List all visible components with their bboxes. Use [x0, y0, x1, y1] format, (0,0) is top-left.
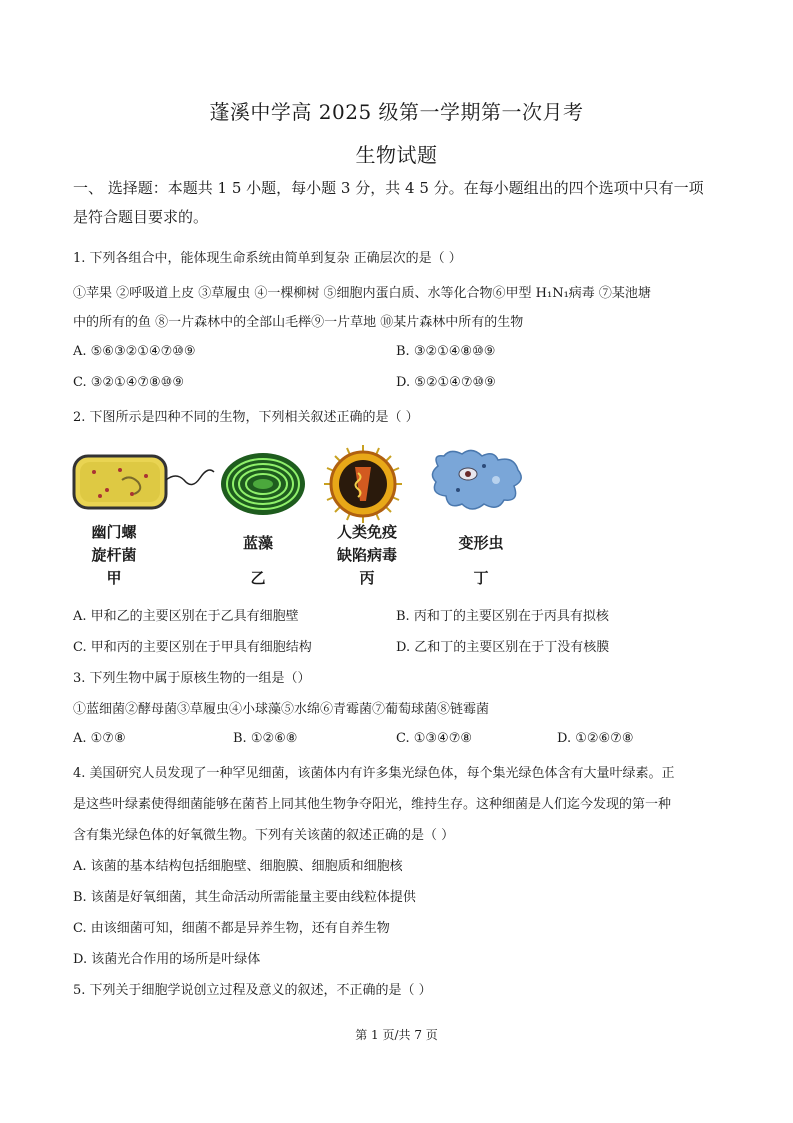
page-number: 第 1 页/共 7 页 [355, 1028, 438, 1042]
exam-title: 蓬溪中学高 2025 级第一学期第一次月考 [209, 100, 584, 124]
q4-line3: 含有集光绿色体的好氧微生物。下列有关该菌的叙述正确的是（ ） [73, 828, 455, 843]
q1-option-c: C. ③②①④⑦⑧⑩⑨ [73, 375, 184, 390]
section-heading-line2: 是符合题目要求的。 [73, 208, 209, 226]
q1-items-line2: 中的所有的鱼 ⑧一片森林中的全部山毛榉⑨一片草地 ⑩某片森林中所有的生物 [73, 315, 524, 330]
q4-option-b: B. 该菌是好氧细菌，其生命活动所需能量主要由线粒体提供 [73, 890, 416, 905]
figure-label-ding: 变形虫 丁 [458, 534, 504, 587]
q1-items-line1: ①苹果 ②呼吸道上皮 ③草履虫 ④一棵柳树 ⑤细胞内蛋白质、水等化合物⑥甲型 H₁N₁病毒 ⑦某池塘 [73, 286, 651, 301]
q3-option-b: B. ①②⑥⑧ [233, 731, 298, 746]
q3-option-c: C. ①③④⑦⑧ [396, 731, 473, 746]
figure-label-yi: 蓝藻 乙 [242, 534, 273, 587]
figure-label-bing: 人类免疫 缺陷病毒 丙 [336, 523, 397, 587]
figure-label-jia: 幽门螺 旋杆菌 甲 [91, 523, 137, 587]
hiv-virus-illustration [322, 443, 404, 525]
q4-line1: 4. 美国研究人员发现了一种罕见细菌，该菌体内有许多集光绿色体，每个集光绿色体含有大量叶绿素。正 [73, 766, 675, 781]
exam-subtitle: 生物试题 [355, 143, 438, 167]
q3-option-a: A. ①⑦⑧ [73, 731, 126, 746]
q2-stem: 2. 下图所示是四种不同的生物，下列相关叙述正确的是（ ） [73, 410, 419, 425]
q1-stem: 1. 下列各组合中，能体现生命系统由简单到复杂 正确层次的是（ ） [73, 251, 462, 266]
q2-option-d: D. 乙和丁的主要区别在于丁没有核膜 [396, 640, 610, 655]
q1-option-d: D. ⑤②①④⑦⑩⑨ [396, 375, 496, 390]
q3-items: ①蓝细菌②酵母菌③草履虫④小球藻⑤水绵⑥青霉菌⑦葡萄球菌⑧链霉菌 [73, 702, 490, 717]
q2-option-a: A. 甲和乙的主要区别在于乙具有细胞壁 [73, 609, 299, 624]
q4-line2: 是这些叶绿素使得细菌能够在菌苔上同其他生物争夺阳光，维持生存。这种细菌是人们迄今发现的第一种 [73, 797, 672, 812]
q2-option-c: C. 甲和丙的主要区别在于甲具有细胞结构 [73, 640, 312, 655]
q4-option-d: D. 该菌光合作用的场所是叶绿体 [73, 952, 261, 967]
q5-stem: 5. 下列关于细胞学说创立过程及意义的叙述，不正确的是（ ） [73, 983, 432, 998]
cyanobacteria-illustration [218, 450, 308, 518]
amoeba-illustration [428, 446, 528, 516]
q1-option-a: A. ⑤⑥③②①④⑦⑩⑨ [73, 344, 196, 359]
section-heading-line1: 一、 选择题：本题共 1 5 小题，每小题 3 分，共 4 5 分。在每小题组出的四个选项中只有一项 [73, 179, 704, 197]
q3-stem: 3. 下列生物中属于原核生物的一组是（） [73, 671, 311, 686]
q2-option-b: B. 丙和丁的主要区别在于丙具有拟核 [396, 609, 609, 624]
q3-option-d: D. ①②⑥⑦⑧ [557, 731, 634, 746]
q1-option-b: B. ③②①④⑧⑩⑨ [396, 344, 496, 359]
q4-option-a: A. 该菌的基本结构包括细胞壁、细胞膜、细胞质和细胞核 [73, 859, 403, 874]
q4-option-c: C. 由该细菌可知，细菌不都是异养生物，还有自养生物 [73, 921, 390, 936]
h-pylori-illustration [72, 452, 217, 514]
